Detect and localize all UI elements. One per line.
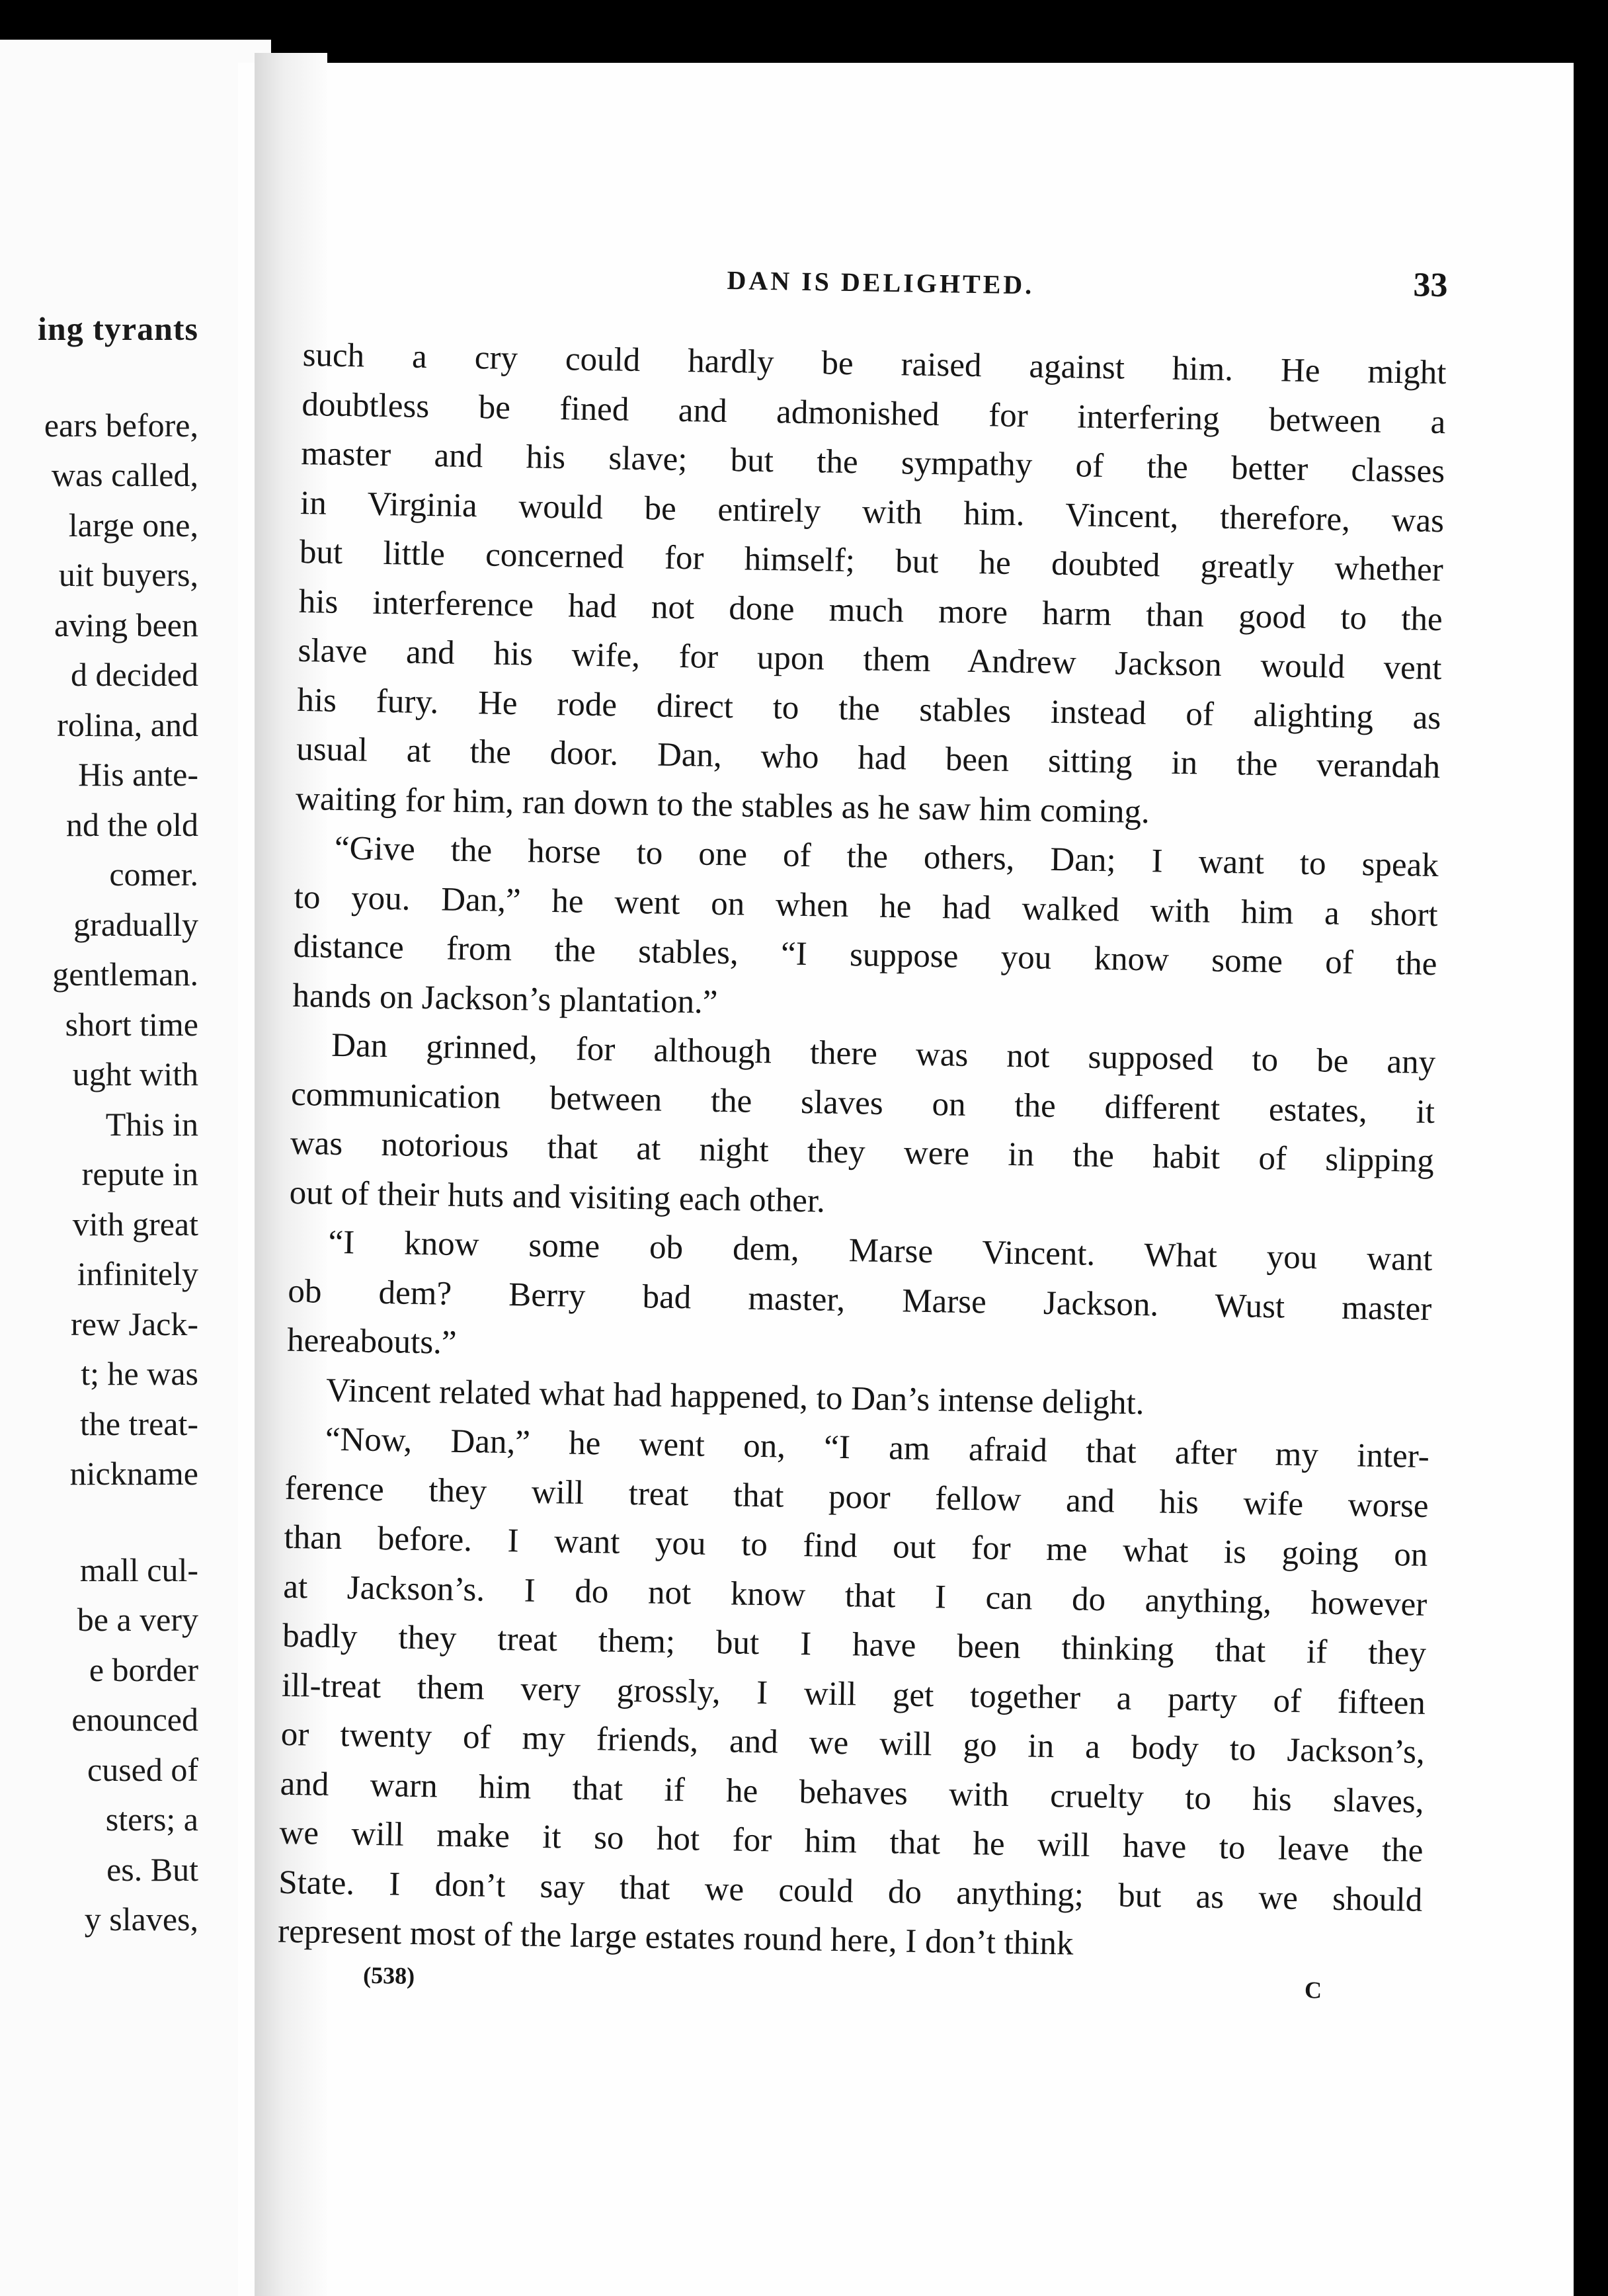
text-line: ob dem? Berry bad master, Marse Jackson. Wust master	[288, 1272, 1432, 1328]
text-line: ference they will treat that poor fellow and his wife worse	[284, 1469, 1429, 1525]
left-text-line: vith great	[72, 1205, 198, 1243]
text-line: “Now, Dan,” he went on, “I am afraid that after my inter-	[325, 1420, 1430, 1475]
text-line: “I know some ob dem, Marse Vincent. What you want	[328, 1223, 1433, 1278]
left-text-line: the treat-	[79, 1405, 198, 1442]
text-line: usual at the door. Dan, who had been sitting in the verandah	[296, 730, 1441, 786]
text-line: at Jackson’s. I do not know that I can do anything, however	[282, 1568, 1427, 1623]
line-gap	[0, 354, 198, 401]
left-text-line: uit buyers,	[58, 556, 198, 593]
paragraph	[292, 823, 1439, 1038]
left-text-line: comer.	[109, 856, 198, 893]
left-text-line: es. But	[106, 1850, 198, 1888]
text-line: such a cry could hardly be raised against him. He might	[302, 336, 1447, 392]
left-text-line: gentleman.	[52, 956, 198, 993]
text-line: ill-treat them very grossly, I will get together a party of fifteen	[281, 1666, 1426, 1722]
left-text-line: y slaves,	[84, 1901, 198, 1938]
paragraph	[278, 1414, 1430, 1975]
signature-mark: (538)	[362, 1961, 415, 1989]
text-line: communication between the slaves on the different estates, it	[290, 1075, 1435, 1131]
left-text-line: short time	[65, 1005, 198, 1043]
text-line: his fury. He rode direct to the stables instead of alighting as	[297, 681, 1441, 737]
left-text-line: be a very	[77, 1601, 198, 1638]
text-line: hereabouts.”	[286, 1321, 457, 1362]
left-text-line: ught with	[72, 1055, 198, 1092]
text-line: doubtless be fined and admonished for interfering between a	[302, 386, 1446, 441]
paragraph	[287, 1217, 1433, 1383]
gathering-mark: C	[1304, 1976, 1322, 2003]
left-page-text	[0, 304, 198, 1945]
text-line: in Virginia would be entirely with him. Vincent, therefore, was	[300, 484, 1445, 540]
left-text-line: repute in	[81, 1155, 198, 1192]
body-text	[278, 331, 1447, 1974]
text-line: represent most of the large estates round here, I don’t think	[277, 1912, 1074, 1963]
left-text-line: was called,	[51, 456, 198, 493]
text-line: Vincent related what had happened, to Dan’s intense delight.	[325, 1372, 1145, 1422]
text-line: or twenty of my friends, and we will go in a body to Jackson’s,	[280, 1715, 1426, 1771]
left-text-line: d decided	[71, 656, 198, 693]
left-page	[0, 40, 271, 2296]
text-line: out of their huts and visiting each other.	[289, 1174, 826, 1220]
left-text-line: infinitely	[77, 1255, 198, 1292]
text-line: slave and his wife, for upon them Andrew Jackson would vent	[298, 632, 1442, 688]
left-text-line: His ante-	[78, 756, 198, 793]
left-text-line: enounced	[71, 1701, 198, 1738]
text-line: and warn him that if he behaves with cruelty to his slaves,	[280, 1765, 1424, 1821]
left-running-title-fragment: ing tyrants	[38, 310, 198, 347]
text-line: his interference had not done much more harm than good to the	[298, 583, 1443, 638]
left-text-line: sters; a	[105, 1801, 198, 1838]
text-line: Dan grinned, for although there was not supposed to be any	[331, 1026, 1436, 1082]
text-line: “Give the horse to one of the others, Dan; I want to speak	[334, 829, 1439, 885]
text-line: but little concerned for himself; but he doubted greatly whether	[299, 533, 1444, 589]
left-text-line: t; he was	[81, 1355, 198, 1392]
text-line: we will make it so hot for him that he will have to leave the	[279, 1814, 1424, 1869]
text-line: to you. Dan,” he went on when he had walked with him a short	[294, 878, 1439, 934]
text-line: than before. I want you to find out for me what is going on	[284, 1518, 1428, 1574]
left-text-line: nd the old	[66, 805, 198, 843]
text-line: waiting for him, ran down to the stables as he saw him coming.	[295, 780, 1150, 831]
line-gap	[0, 1499, 198, 1545]
left-text-line: ears before,	[44, 406, 198, 444]
left-text-line: gradually	[73, 905, 198, 943]
text-line: badly they treat them; but I have been thinking that if they	[282, 1617, 1427, 1672]
left-text-line: e border	[89, 1651, 198, 1688]
left-text-line: This in	[105, 1105, 198, 1143]
left-text-line: cused of	[87, 1750, 198, 1788]
text-line: was notorious that at night they were in the habit of slipping	[290, 1124, 1435, 1180]
page-number: 33	[1413, 266, 1449, 305]
paragraph	[289, 1020, 1435, 1235]
left-text-line: rew Jack-	[71, 1305, 198, 1342]
text-line: master and his slave; but the sympathy of the better classes	[300, 434, 1445, 491]
text-line: State. I don’t say that we could do anything; but as we should	[278, 1864, 1423, 1919]
paragraph	[296, 331, 1447, 841]
left-text-line: aving been	[54, 606, 198, 643]
text-line: hands on Jackson’s plantation.”	[292, 977, 718, 1021]
left-text-line: nickname	[69, 1455, 198, 1492]
left-text-line: mall cul-	[79, 1551, 198, 1588]
left-text-line: rolina, and	[57, 706, 198, 743]
text-line: distance from the stables, “I suppose you know some of the	[293, 927, 1437, 983]
left-text-line: large one,	[68, 506, 198, 544]
running-title: DAN IS DELIGHTED.	[727, 265, 1035, 300]
right-page-content	[276, 258, 1447, 2024]
